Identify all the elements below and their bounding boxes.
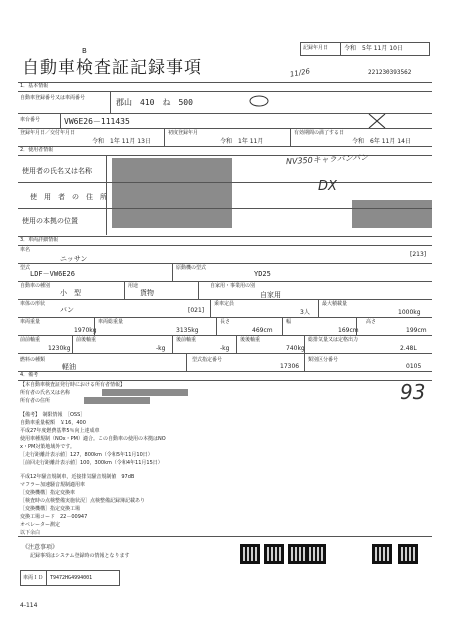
first-reg-label: 初度登録年月	[168, 130, 199, 136]
handwritten-number: 93	[400, 380, 426, 404]
remarks-line: ［検査時の点検整備実施状況］点検整備記録簿記載あり	[20, 498, 146, 504]
handwritten-circle	[248, 94, 270, 108]
rr-axle: 740kg	[286, 345, 305, 352]
model: LDF－VW6E26	[30, 270, 75, 278]
section1-title: 1．基本情報	[20, 83, 49, 89]
kind-label: 自動車の種別	[20, 283, 51, 289]
expiry-label: 有効期間の満了する日	[294, 130, 345, 136]
serial-number: 221230393562	[368, 69, 412, 76]
fr-axle: -kg	[156, 345, 166, 352]
qr-code-icon	[288, 544, 308, 564]
remarks-line: 使用車種規制（NOx・PM）適合。この自動車の使用の本拠はNO	[20, 436, 166, 442]
fuel-label: 燃料の種類	[20, 357, 46, 363]
page-title: 自動車検査証記録事項	[22, 58, 202, 78]
class-number-label: 類別区分番号	[308, 357, 339, 363]
use: 貨物	[140, 289, 154, 297]
displacement: 2.48L	[400, 345, 417, 352]
qr-code-icon	[398, 544, 418, 564]
base-location-label: 使用の本拠の位置	[22, 217, 78, 225]
type-number-label: 型式指定番号	[192, 357, 223, 363]
user-address-label: 使 用 者 の 住 所	[30, 193, 107, 201]
height-label: 高さ	[366, 319, 377, 325]
remarks-line: 変換工場コード 22－00947	[20, 514, 88, 520]
reg-number: 郡山 410 ね 500	[116, 98, 193, 107]
reg-label: 自動車登録番号又は車両番号	[20, 95, 86, 101]
capacity-label: 乗車定員	[214, 301, 235, 307]
remarks-line: 所有者の氏名又は名称	[20, 390, 71, 396]
maker-label: 車名	[20, 247, 31, 253]
biz-label: 自家用・事業用の別	[210, 283, 256, 289]
qr-code-icon	[306, 544, 326, 564]
type-number: 17306	[280, 363, 300, 370]
handwritten-grade-note: DX	[318, 179, 337, 194]
gross-weight-label: 車両総重量	[98, 319, 124, 325]
handwritten-model-note: NV350キャラバンバン	[285, 152, 369, 167]
length-label: 長さ	[220, 319, 231, 325]
use-label: 用途	[128, 283, 139, 289]
remarks-line: オペレーター測定	[20, 522, 61, 528]
remarks-line: 平成12年騒音規制車，近接排気騒音規制値 97dB	[20, 474, 135, 480]
remarks-line: 自動車重量税額 ￥16，400	[20, 420, 86, 426]
weight-label: 車両重量	[20, 319, 41, 325]
height: 199cm	[406, 327, 427, 334]
remarks-line: ［変換機構］指定変換工場	[20, 506, 81, 512]
handwritten-date: 11/26	[289, 67, 311, 79]
body-code: [021]	[188, 307, 205, 314]
model-label: 型式	[20, 265, 31, 271]
expiry-date: 令和 6年 11月 14日	[352, 138, 411, 145]
body-shape: バン	[60, 306, 74, 314]
record-date-label: 記録年月日	[303, 45, 329, 51]
rr-axle-label: 後後軸重	[240, 337, 261, 343]
width-label: 幅	[286, 319, 292, 325]
qr-code-icon	[372, 544, 392, 564]
capacity: 3人	[300, 309, 310, 316]
width: 169cm	[338, 327, 359, 334]
section3-title: 3．車両詳細情報	[20, 237, 59, 243]
maker-code: [213]	[410, 251, 427, 258]
mark-letter: B	[82, 47, 87, 55]
remarks-line: 以下余白	[20, 530, 41, 536]
notice-label: 《注意事項》	[22, 544, 59, 551]
max-load: 1000kg	[398, 309, 421, 316]
first-reg: 令和 1年 11月	[220, 138, 264, 145]
engine-label: 原動機の型式	[176, 265, 207, 271]
remarks-line: ［変換機構］指定変換車	[20, 490, 76, 496]
rf-axle-label: 後前軸重	[176, 337, 197, 343]
vin: VW6E26－111435	[64, 117, 130, 126]
length: 469cm	[252, 327, 273, 334]
fr-axle-label: 前後軸重	[76, 337, 97, 343]
qr-code-icon	[240, 544, 260, 564]
section4-title: 4．備考	[20, 372, 39, 378]
gross-weight: 3135kg	[176, 327, 199, 334]
redacted-owner-address	[84, 397, 150, 404]
reg-date-label: 登録年月日／交付年月日	[20, 130, 76, 136]
fuel: 軽油	[62, 363, 76, 371]
remarks-line: マフラー加速騒音規制適用車	[20, 482, 86, 488]
qr-code-icon	[264, 544, 284, 564]
remarks-line: 平成27年度燃費基準5％向上達成車	[20, 428, 100, 434]
rf-axle: -kg	[220, 345, 230, 352]
weight: 1970kg	[74, 327, 97, 334]
redacted-owner-name	[102, 389, 188, 396]
notice-text: 記録事項はシステム登録時の情報となります	[30, 553, 130, 559]
body-label: 車体の形状	[20, 301, 46, 307]
record-date: 令和 5年 11月 10日	[344, 45, 403, 52]
remarks-line: ［走行距離計表示値］127，800km（令和5年11月10日）	[20, 452, 153, 458]
reg-date: 令和 1年 11月 13日	[92, 138, 151, 145]
vin-label: 車台番号	[20, 117, 41, 123]
remarks-line: 【本自動車検査証発行時における所有者情報】	[20, 382, 126, 388]
section2-title: 2．使用者情報	[20, 147, 54, 153]
ff-axle: 1230kg	[48, 345, 71, 352]
remarks-line: x・PM対策地域外です。	[20, 444, 75, 450]
remarks-line: 所有者の住所	[20, 398, 51, 404]
vehicle-id-label: 車両ＩＤ	[23, 575, 44, 581]
displacement-label: 総排気量又は定格出力	[308, 337, 359, 343]
ff-axle-label: 前前軸重	[20, 337, 41, 343]
remarks-line: ［前回走行距離計表示値］100，300km（令和4年11月15日）	[20, 460, 163, 466]
remarks-line: 【備考】 制限情報 ［OSS］	[20, 412, 86, 418]
redacted-user-block	[112, 158, 232, 228]
kind: 小 型	[60, 289, 81, 297]
user-name-label: 使用者の氏名又は名称	[22, 167, 92, 175]
class-number: 0105	[406, 363, 422, 370]
biz: 自家用	[260, 291, 281, 299]
maker: ニッサン	[60, 255, 88, 263]
vehicle-id: T9472HG4994001	[50, 575, 93, 581]
page-number: 4-114	[20, 602, 38, 609]
engine: YD25	[254, 270, 271, 278]
max-load-label: 最大積載量	[322, 301, 348, 307]
redacted-address-right	[352, 200, 432, 228]
